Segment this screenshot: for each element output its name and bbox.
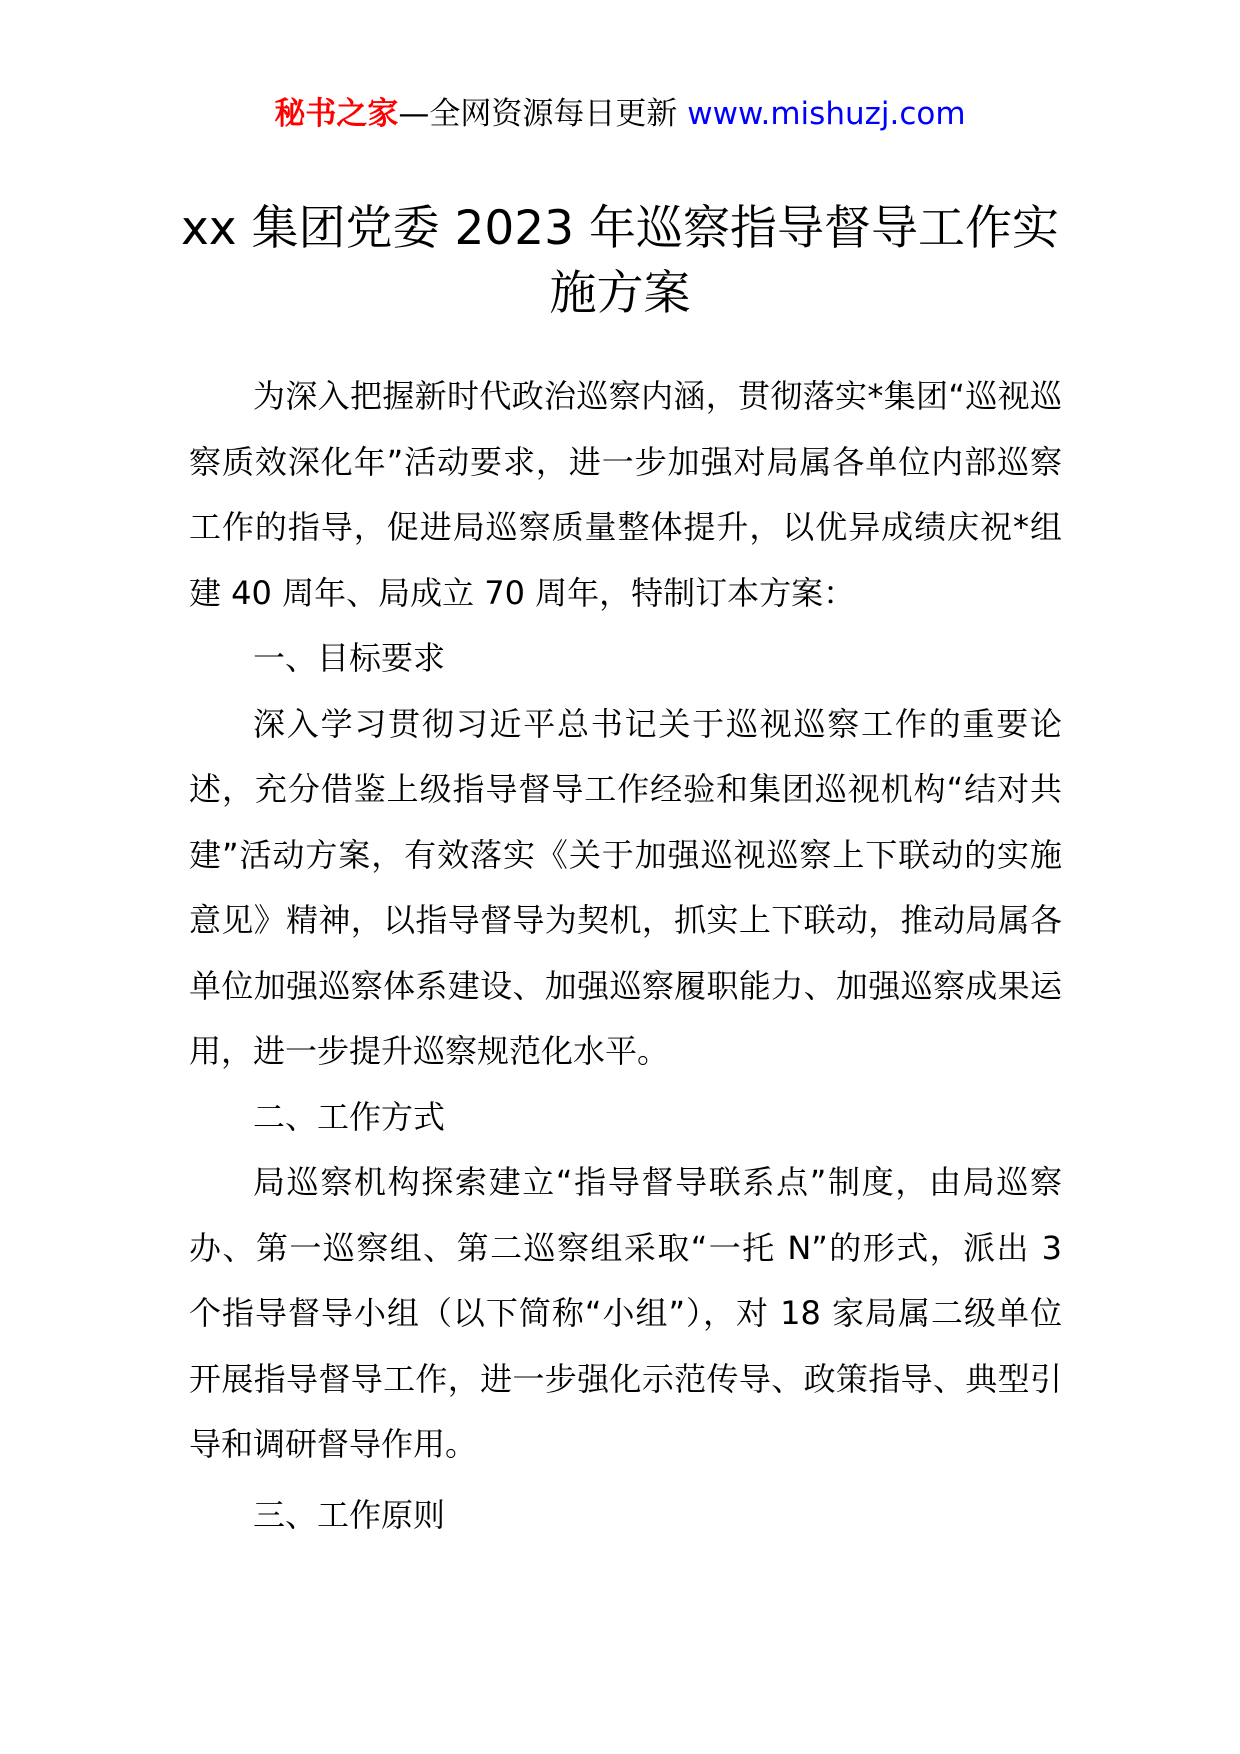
methods-paragraph: 局巡察机构探索建立“指导督导联系点”制度，由局巡察办、第一巡察组、第二巡察组采取“一托 N”的形式，派出 3 个指导督导小组（以下简称“小组”），对 18 家局属二级单位开展指导督导工作，进一步强化示范传导、政策指导、典型引导和调研督导作用。 xyxy=(189,1163,1062,1463)
site-slogan: —全网资源每日更新 xyxy=(398,96,688,132)
section-heading-goals: 一、目标要求 xyxy=(253,639,446,677)
section-heading-principles: 三、工作原则 xyxy=(253,1495,446,1534)
goals-paragraph: 深入学习贯彻习近平总书记关于巡视巡察工作的重要论述，充分借鉴上级指导督导工作经验和集团巡视机构“结对共建”活动方案，有效落实《关于加强巡视巡察上下联动的实施意见》精神，以指导督导为契机，抓实上下联动，推动局属各单位加强巡察体系建设、加强巡察履职能力、加强巡察成果运用，进一步提升巡察规范化水平。 xyxy=(189,704,1062,1070)
document-title: xx 集团党委 2023 年巡察指导督导工作实施方案 xyxy=(180,201,1060,321)
section-heading-methods: 二、工作方式 xyxy=(253,1097,446,1136)
site-url-link[interactable]: www.mishuzj.com xyxy=(687,96,966,132)
intro-paragraph: 为深入把握新时代政治巡察内涵，贯彻落实*集团“巡视巡察质效深化年”活动要求，进一步加强对局属各单位内部巡察工作的指导，促进局巡察质量整体提升，以优异成绩庆祝*组建 40 周年、局成立 70 周年，特制订本方案： xyxy=(189,377,1062,612)
site-banner xyxy=(0,94,1240,134)
site-brand: 秘书之家 xyxy=(274,96,399,132)
document-body xyxy=(189,364,1062,1548)
